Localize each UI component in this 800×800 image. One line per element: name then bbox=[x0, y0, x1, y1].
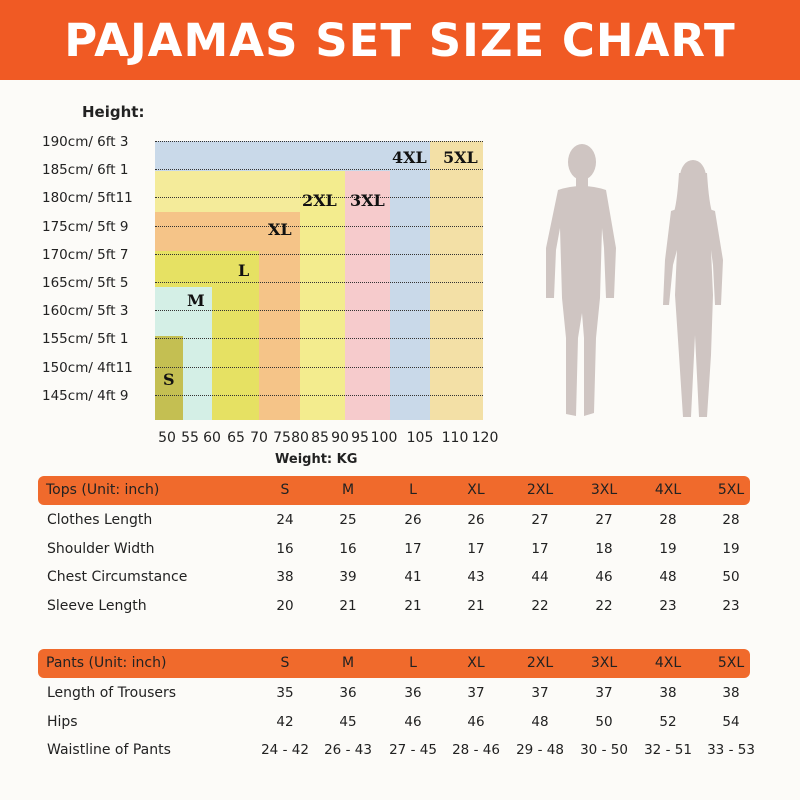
table-cell: 21 bbox=[339, 597, 357, 614]
table-cell: 50 bbox=[595, 713, 613, 730]
size-tag-5xl: 5XL bbox=[443, 148, 478, 167]
table-cell: 27 bbox=[531, 512, 549, 528]
table-cell: 17 bbox=[404, 540, 422, 557]
table-cell: 26 - 43 bbox=[324, 742, 372, 759]
table-cell: 28 bbox=[722, 512, 740, 528]
table-cell: 23 bbox=[659, 597, 677, 614]
weight-tick-label: 95 bbox=[351, 430, 369, 446]
gridline bbox=[155, 254, 483, 255]
column-header-m: M bbox=[341, 482, 355, 498]
weight-tick-label: 90 bbox=[331, 430, 349, 446]
table-cell: 45 bbox=[339, 713, 357, 730]
column-header-2xl: 2XL bbox=[526, 482, 554, 498]
table-cell: 48 bbox=[659, 569, 677, 586]
row-label: Sleeve Length bbox=[47, 597, 147, 614]
table-cell: 16 bbox=[276, 540, 294, 557]
size-tag-3xl: 3XL bbox=[350, 191, 385, 210]
column-header-l: L bbox=[409, 482, 417, 498]
table-cell: 24 - 42 bbox=[261, 742, 309, 759]
height-tick-label: 160cm/ 5ft 3 bbox=[42, 303, 129, 320]
weight-tick-label: 55 bbox=[181, 430, 199, 446]
table-cell: 27 bbox=[595, 512, 613, 528]
row-label: Length of Trousers bbox=[47, 685, 177, 701]
size-region-5xl bbox=[430, 141, 483, 420]
size-tag-4xl: 4XL bbox=[392, 148, 427, 167]
gridline bbox=[155, 141, 483, 142]
row-label: Shoulder Width bbox=[47, 540, 155, 557]
row-label: Waistline of Pants bbox=[47, 742, 171, 759]
table-cell: 43 bbox=[467, 569, 485, 586]
table-cell: 23 bbox=[722, 597, 740, 614]
size-region-4xl bbox=[390, 141, 430, 420]
gridline bbox=[155, 282, 483, 283]
weight-tick-label: 110 bbox=[441, 430, 469, 446]
height-tick-label: 190cm/ 6ft 3 bbox=[42, 134, 129, 150]
column-header-xl: XL bbox=[467, 482, 485, 498]
table-cell: 17 bbox=[531, 540, 549, 557]
table-cell: 16 bbox=[339, 540, 357, 557]
table-cell: 30 - 50 bbox=[580, 742, 628, 759]
size-tag-s: S bbox=[163, 370, 175, 389]
height-tick-label: 155cm/ 5ft 1 bbox=[42, 331, 129, 348]
table-cell: 28 bbox=[659, 512, 677, 528]
table-cell: 50 bbox=[722, 569, 740, 586]
height-tick-label: 165cm/ 5ft 5 bbox=[42, 275, 129, 291]
tops-table-title: Tops (Unit: inch) bbox=[46, 482, 160, 498]
column-header-5xl: 5XL bbox=[717, 655, 745, 671]
column-header-2xl: 2XL bbox=[526, 655, 554, 671]
table-cell: 18 bbox=[595, 540, 613, 557]
row-label: Chest Circumstance bbox=[47, 569, 188, 586]
height-tick-label: 180cm/ 5ft11 bbox=[42, 190, 133, 207]
column-header-l: L bbox=[409, 655, 417, 671]
table-cell: 33 - 53 bbox=[707, 742, 755, 759]
table-cell: 38 bbox=[722, 685, 740, 701]
table-cell: 46 bbox=[404, 713, 422, 730]
table-cell: 19 bbox=[659, 540, 677, 557]
weight-tick-label: 75 bbox=[273, 430, 291, 446]
table-cell: 25 bbox=[339, 512, 357, 528]
table-cell: 46 bbox=[595, 569, 613, 586]
table-cell: 29 - 48 bbox=[516, 742, 564, 759]
table-cell: 36 bbox=[339, 685, 357, 701]
table-cell: 38 bbox=[276, 569, 294, 586]
column-header-s: S bbox=[280, 655, 290, 671]
gridline bbox=[155, 367, 483, 368]
height-tick-label: 170cm/ 5ft 7 bbox=[42, 246, 129, 263]
table-cell: 44 bbox=[531, 569, 549, 586]
row-label: Clothes Length bbox=[47, 512, 153, 528]
gridline bbox=[155, 310, 483, 311]
table-cell: 39 bbox=[339, 569, 357, 586]
table-cell: 24 bbox=[276, 512, 294, 528]
gridline bbox=[155, 169, 483, 170]
table-cell: 28 - 46 bbox=[452, 742, 500, 759]
table-cell: 37 bbox=[467, 685, 485, 701]
height-tick-label: 150cm/ 4ft11 bbox=[42, 359, 133, 376]
weight-tick-label: 100 bbox=[370, 430, 398, 446]
gridline bbox=[155, 338, 483, 339]
weight-tick-label: 50 bbox=[158, 430, 176, 446]
table-cell: 32 - 51 bbox=[644, 742, 692, 759]
table-cell: 48 bbox=[531, 713, 549, 730]
column-header-s: S bbox=[280, 482, 290, 498]
page-title: PAJAMAS SET SIZE CHART bbox=[64, 13, 736, 67]
table-cell: 37 bbox=[595, 685, 613, 701]
table-cell: 37 bbox=[531, 685, 549, 701]
table-cell: 27 - 45 bbox=[389, 742, 437, 759]
table-cell: 54 bbox=[722, 713, 740, 730]
table-cell: 17 bbox=[467, 540, 485, 557]
height-tick-label: 185cm/ 6ft 1 bbox=[42, 162, 129, 179]
title-banner bbox=[0, 0, 800, 80]
pants-table-header bbox=[38, 649, 750, 678]
size-tag-l: L bbox=[238, 261, 250, 280]
column-header-m: M bbox=[341, 655, 355, 671]
weight-tick-label: 85 bbox=[311, 430, 329, 446]
weight-tick-label: 65 bbox=[227, 430, 245, 446]
height-tick-label: 145cm/ 4ft 9 bbox=[42, 387, 129, 404]
size-tag-2xl: 2XL bbox=[302, 191, 337, 210]
column-header-3xl: 3XL bbox=[590, 482, 618, 498]
table-cell: 52 bbox=[659, 713, 677, 730]
weight-tick-label: 120 bbox=[471, 430, 499, 446]
table-cell: 21 bbox=[467, 597, 485, 614]
row-label: Hips bbox=[47, 713, 78, 730]
table-cell: 38 bbox=[659, 685, 677, 701]
table-cell: 36 bbox=[404, 685, 422, 701]
column-header-4xl: 4XL bbox=[654, 655, 682, 671]
table-cell: 26 bbox=[467, 512, 485, 528]
column-header-5xl: 5XL bbox=[717, 482, 745, 498]
weight-tick-label: 80 bbox=[291, 430, 309, 446]
pants-table-title: Pants (Unit: inch) bbox=[46, 655, 167, 671]
table-cell: 19 bbox=[722, 540, 740, 557]
size-tag-xl: XL bbox=[268, 220, 292, 239]
table-cell: 42 bbox=[276, 713, 294, 730]
weight-tick-label: 70 bbox=[250, 430, 268, 446]
table-cell: 26 bbox=[404, 512, 422, 528]
gridline bbox=[155, 226, 483, 227]
weight-tick-label: 60 bbox=[203, 430, 221, 446]
height-axis-label: Height: bbox=[82, 103, 145, 121]
table-cell: 22 bbox=[595, 597, 613, 614]
tops-table-header bbox=[38, 476, 750, 505]
table-cell: 22 bbox=[531, 597, 549, 614]
man-silhouette-icon bbox=[538, 138, 623, 420]
column-header-xl: XL bbox=[467, 655, 485, 671]
table-cell: 35 bbox=[276, 685, 294, 701]
column-header-3xl: 3XL bbox=[590, 655, 618, 671]
column-header-4xl: 4XL bbox=[654, 482, 682, 498]
table-cell: 46 bbox=[467, 713, 485, 730]
weight-tick-label: 105 bbox=[406, 430, 434, 446]
woman-silhouette-icon bbox=[655, 155, 735, 420]
weight-axis-label: Weight: KG bbox=[275, 452, 358, 467]
height-tick-label: 175cm/ 5ft 9 bbox=[42, 218, 129, 235]
table-cell: 41 bbox=[404, 569, 422, 586]
gridline bbox=[155, 395, 483, 396]
size-tag-m: M bbox=[187, 291, 205, 310]
table-cell: 20 bbox=[276, 597, 294, 614]
table-cell: 21 bbox=[404, 597, 422, 614]
